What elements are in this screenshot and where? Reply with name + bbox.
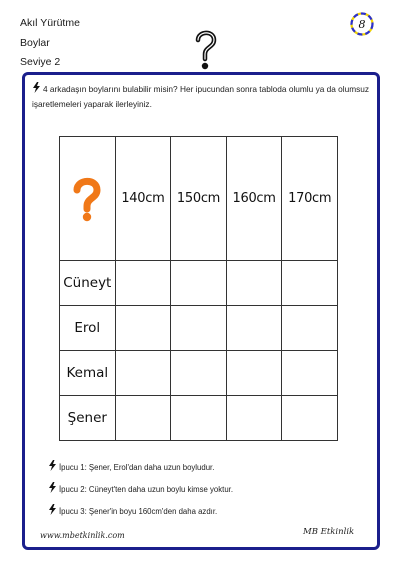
header-level: Seviye 2 <box>20 56 61 68</box>
grid-cell[interactable] <box>115 306 171 351</box>
header-topic: Boylar <box>20 37 50 49</box>
lightning-bolt-icon <box>32 82 41 93</box>
grid-cell[interactable] <box>171 306 227 351</box>
instruction-text: 4 arkadaşın boylarını bulabilir misin? Her ipucundan sonra tabloda olumlu ya da olumsuz işaretlemeleri yaparak ilerleyiniz. <box>32 84 370 109</box>
column-header: 160cm <box>226 137 282 261</box>
table-row <box>60 261 338 306</box>
column-header: 150cm <box>171 137 227 261</box>
hint-item <box>48 504 233 526</box>
grid-cell[interactable] <box>115 351 171 396</box>
grid-cell[interactable] <box>282 351 338 396</box>
hint-text: İpucu 3: Şener'in boyu 160cm'den daha azdır. <box>59 507 218 516</box>
grid-cell[interactable] <box>282 306 338 351</box>
lightning-bolt-icon <box>48 460 57 471</box>
row-header: Şener <box>60 396 116 441</box>
hint-text: İpucu 1: Şener, Erol'dan daha uzun boyludur. <box>59 463 215 472</box>
footer-website: www.mbetkinlik.com <box>40 531 125 540</box>
hints-list <box>48 460 233 526</box>
grid-cell[interactable] <box>226 396 282 441</box>
column-header: 140cm <box>115 137 171 261</box>
lightning-bolt-icon <box>48 482 57 493</box>
table-row <box>60 351 338 396</box>
table-row <box>60 306 338 351</box>
grid-cell[interactable] <box>226 261 282 306</box>
corner-cell <box>60 137 116 261</box>
table-header-row <box>60 137 338 261</box>
page-number: 8 <box>358 17 366 31</box>
grid-cell[interactable] <box>282 396 338 441</box>
grid-cell[interactable] <box>171 396 227 441</box>
row-header: Cüneyt <box>60 261 116 306</box>
grid-cell[interactable] <box>282 261 338 306</box>
instruction <box>32 82 372 112</box>
row-header: Kemal <box>60 351 116 396</box>
footer-brand: MB Etkinlik <box>303 527 355 537</box>
column-header: 170cm <box>282 137 338 261</box>
grid-cell[interactable] <box>226 306 282 351</box>
row-header: Erol <box>60 306 116 351</box>
grid-cell[interactable] <box>115 261 171 306</box>
header-subject: Akıl Yürütme <box>20 17 80 29</box>
lightning-bolt-icon <box>48 504 57 515</box>
table-row <box>60 396 338 441</box>
grid-cell[interactable] <box>171 351 227 396</box>
question-mark-icon <box>70 176 104 222</box>
grid-cell[interactable] <box>115 396 171 441</box>
question-mark-decoration-icon <box>190 28 220 72</box>
hint-item <box>48 460 233 482</box>
grid-cell[interactable] <box>171 261 227 306</box>
logic-grid <box>59 136 338 441</box>
hint-text: İpucu 2: Cüneyt'ten daha uzun boylu kimse yoktur. <box>59 485 233 494</box>
hint-item <box>48 482 233 504</box>
grid-cell[interactable] <box>226 351 282 396</box>
